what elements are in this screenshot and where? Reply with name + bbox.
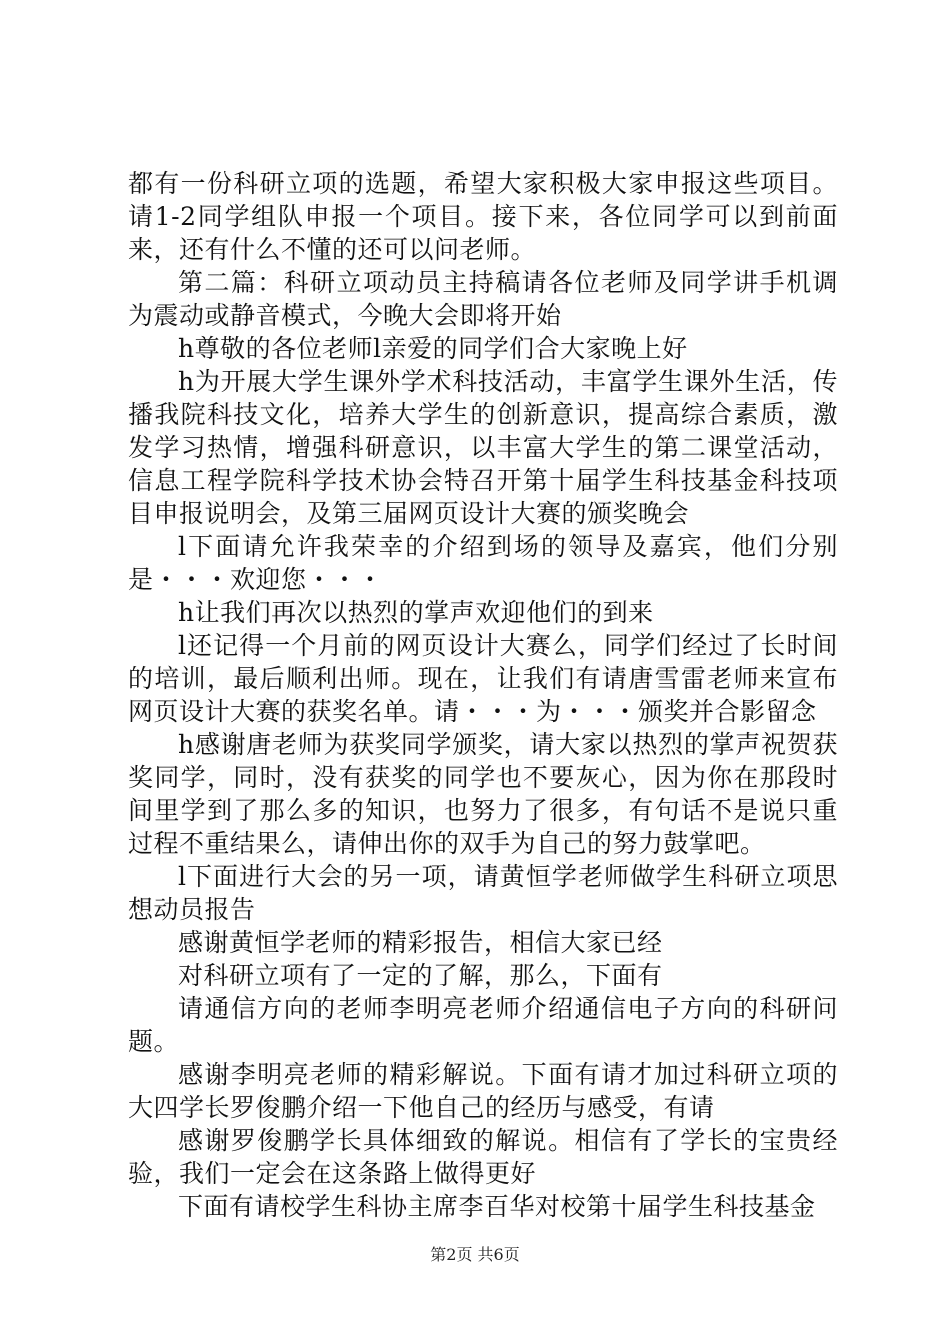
paragraph: 第二篇：科研立项动员主持稿请各位老师及同学讲手机调为震动或静音模式，今晚大会即将开始 <box>128 268 838 330</box>
document-body <box>128 167 838 1223</box>
paragraph: l还记得一个月前的网页设计大赛么，同学们经过了长时间的培训，最后顺利出师。现在，让我们有请唐雪雷老师来宣布网页设计大赛的获奖名单。请・・・为・・・颁奖并合影留念 <box>128 631 838 726</box>
paragraph: l下面进行大会的另一项，请黄恒学老师做学生科研立项思想动员报告 <box>128 862 838 924</box>
paragraph: h为开展大学生课外学术科技活动，丰富学生课外生活，传播我院科技文化，培养大学生的创新意识，提高综合素质，激发学习热情，增强科研意识，以丰富大学生的第二课堂活动，信息工程学院科学技术协会特召开第十届学生科技基金科技项目申报说明会，及第三届网页设计大赛的颁奖晚会 <box>128 367 838 528</box>
paragraph: 感谢罗俊鹏学长具体细致的解说。相信有了学长的宝贵经验，我们一定会在这条路上做得更好 <box>128 1126 838 1188</box>
page-number-footer: 第2页 共6页 <box>430 1245 520 1264</box>
paragraph: l下面请允许我荣幸的介绍到场的领导及嘉宾，他们分别是・・・欢迎您・・・ <box>128 532 838 594</box>
paragraph: 下面有请校学生科协主席李百华对校第十届学生科技基金 <box>178 1192 816 1221</box>
paragraph: h感谢唐老师为获奖同学颁奖，请大家以热烈的掌声祝贺获奖同学，同时，没有获奖的同学也不要灰心，因为你在那段时间里学到了那么多的知识，也努力了很多，有句话不是说只重过程不重结果么，请伸出你的双手为自己的努力鼓掌吧。 <box>128 730 838 858</box>
paragraph: 对科研立项有了一定的了解，那么，下面有 <box>178 961 663 990</box>
paragraph: h让我们再次以热烈的掌声欢迎他们的到来 <box>178 598 654 627</box>
paragraph: 感谢李明亮老师的精彩解说。下面有请才加过科研立项的大四学长罗俊鹏介绍一下他自己的经历与感受，有请 <box>128 1060 838 1122</box>
paragraph: 感谢黄恒学老师的精彩报告，相信大家已经 <box>178 928 663 957</box>
paragraph: 请通信方向的老师李明亮老师介绍通信电子方向的科研问题。 <box>128 994 838 1056</box>
paragraph: h尊敬的各位老师l亲爱的同学们合大家晚上好 <box>178 334 688 363</box>
paragraph: 都有一份科研立项的选题，希望大家积极大家申报这些项目。请1-2同学组队申报一个项目。接下来，各位同学可以到前面来，还有什么不懂的还可以问老师。 <box>128 169 838 264</box>
